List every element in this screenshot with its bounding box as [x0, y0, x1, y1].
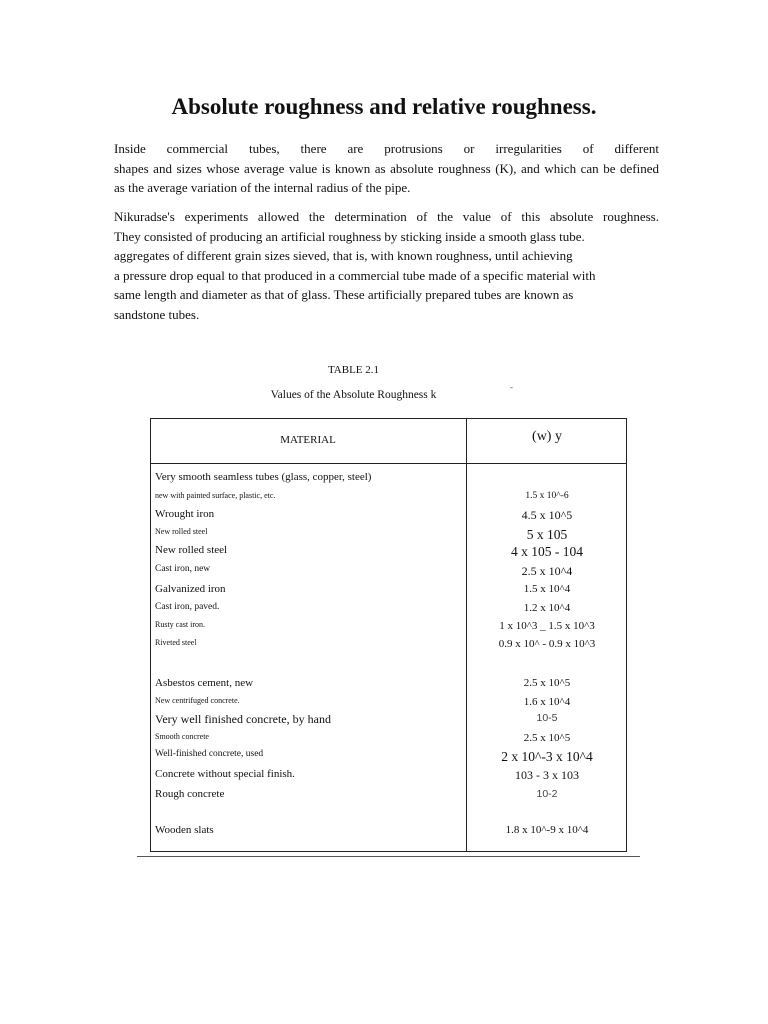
value-cell: 1.6 x 10^4 — [523, 696, 571, 708]
text-line: as the average variation of the internal radius of the pipe. — [114, 180, 411, 196]
value-cell: 5 x 105 — [526, 527, 568, 542]
text-line: a pressure drop equal to that produced in a commercial tube made of a specific material with — [114, 267, 596, 283]
material-cell: new with painted surface, plastic, etc. — [155, 491, 276, 500]
value-cell: 2.5 x 10^5 — [523, 677, 571, 689]
column-divider — [466, 418, 467, 852]
value-cell: 2.5 x 10^4 — [521, 564, 573, 578]
material-cell: Galvanized iron — [155, 583, 226, 595]
nikuradse-paragraph — [114, 207, 659, 325]
material-cell: Concrete without special finish. — [155, 768, 295, 780]
document-title: Absolute roughness and relative roughness. — [171, 94, 597, 119]
material-cell: Riveted steel — [155, 638, 197, 647]
value-cell: 4.5 x 10^5 — [521, 508, 573, 522]
value-cell: 4 x 105 - 104 — [511, 544, 583, 559]
value-cell: 103 - 3 x 103 — [515, 768, 579, 782]
value-cell: 0.9 x 10^ - 0.9 x 10^3 — [498, 638, 596, 650]
scan-mark: - — [510, 382, 513, 392]
material-cell: Smooth concrete — [155, 732, 209, 741]
value-cell: 1.2 x 10^4 — [523, 602, 571, 614]
text-line: shapes and sizes whose average value is known as absolute roughness (K), and which can be defined — [114, 160, 659, 176]
value-cell: 1.8 x 10^-9 x 10^4 — [505, 824, 589, 836]
value-cell: 1 x 10^3 _ 1.5 x 10^3 — [499, 620, 595, 632]
material-cell: Wooden slats — [155, 824, 214, 836]
material-cell: Cast iron, new — [155, 564, 211, 574]
material-cell: Very smooth seamless tubes (glass, copper, steel) — [155, 471, 372, 483]
material-cell: Rough concrete — [155, 788, 225, 800]
value-cell: 2 x 10^-3 x 10^4 — [501, 749, 593, 764]
material-cell: Cast iron, paved. — [155, 602, 220, 612]
value-cell: 2.5 x 10^5 — [523, 732, 571, 744]
text-line: same length and diameter as that of glass. These artificially prepared tubes are known as — [114, 287, 574, 303]
table-bottom-rule — [137, 856, 640, 857]
text-line: They consisted of producing an artificial roughness by sticking inside a smooth glass tube. — [114, 228, 585, 244]
material-cell: Wrought iron — [155, 508, 215, 520]
material-cell: Well-finished concrete, used — [155, 749, 264, 759]
text-line: sandstone tubes. — [114, 306, 200, 322]
material-cell: Rusty cast iron. — [155, 620, 205, 629]
header-divider — [150, 463, 627, 464]
material-cell: Asbestos cement, new — [155, 677, 254, 689]
value-cell: 10-5 — [536, 712, 558, 724]
value-column-header: (w) y — [532, 429, 562, 444]
material-cell: New rolled steel — [155, 527, 208, 536]
roughness-table — [150, 418, 627, 852]
material-cell: New rolled steel — [155, 544, 228, 556]
text-line: aggregates of different grain sizes sieved, that is, with known roughness, until achieving — [114, 248, 573, 264]
material-cell: New centrifuged concrete. — [155, 696, 240, 705]
material-cell: Very well finished concrete, by hand — [155, 712, 331, 726]
table-label: TABLE 2.1 — [327, 364, 380, 376]
intro-paragraph — [114, 139, 659, 198]
text-line: Nikuradse's experiments allowed the determination of the value of this absolute roughness. — [114, 209, 659, 224]
value-cell: 1.5 x 10^-6 — [525, 491, 569, 501]
table-title: Values of the Absolute Roughness k — [270, 389, 437, 401]
value-cell: 10-2 — [536, 788, 558, 800]
text-line: Inside commercial tubes, there are protrusions or irregularities of different — [114, 141, 659, 156]
value-cell: 1.5 x 10^4 — [523, 583, 571, 595]
material-column-header: MATERIAL — [280, 434, 336, 446]
